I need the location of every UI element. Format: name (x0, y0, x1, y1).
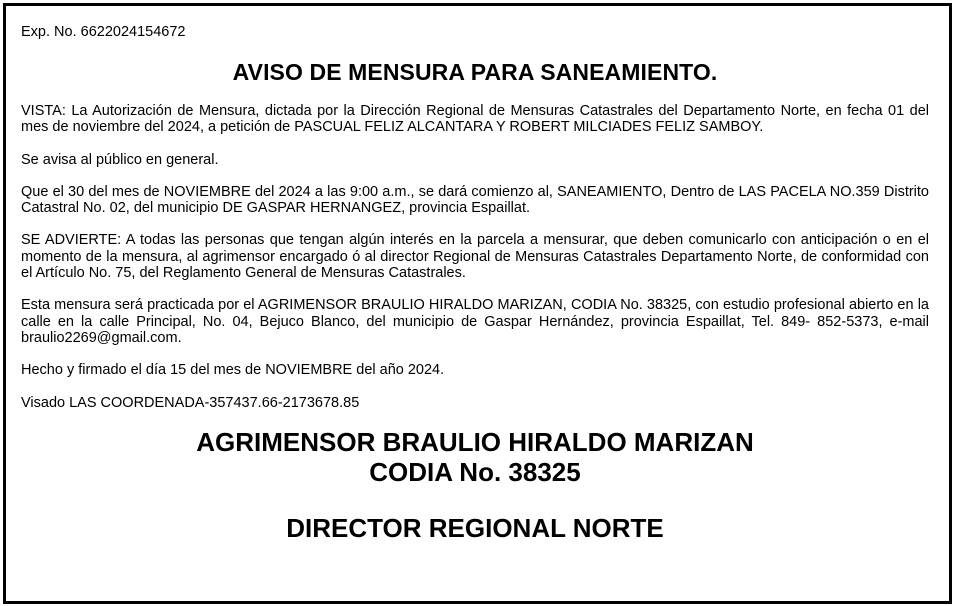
signature-name: AGRIMENSOR BRAULIO HIRALDO MARIZAN (196, 426, 754, 457)
paragraph-vista: VISTA: La Autorización de Mensura, dictada por la Dirección Regional de Mensuras Catastrales del Departamento Norte, en fecha 01 del mes de noviembre del 2024, a petición de PASCUAL FELIZ ALCANTARA Y ROBERT MILCIADES FELIZ SAMBOY. (21, 103, 929, 136)
paragraph-warning: SE ADVIERTE: A todas las personas que tengan algún interés en la parcela a mensurar, que deben comunicarlo con anticipación o en el momento de la mensura, al agrimensor encargado ó al director Regional de Mensuras Catastrales Departamento Norte, de conformidad con el Artículo No. 75, del Reglamento General de Mensuras Catastrales. (21, 232, 929, 282)
paragraph-coordinates: Visado LAS COORDENADA-357437.66-2173678.85 (21, 394, 360, 411)
notice-content (21, 24, 929, 543)
paragraph-signed: Hecho y firmado el día 15 del mes de NOVIEMBRE del año 2024. (21, 362, 445, 379)
paragraph-start-date: Que el 30 del mes de NOVIEMBRE del 2024 a las 9:00 a.m., se dará comienzo al, SANEAMIENTO, Dentro de LAS PACELA NO.359 Distrito Catastral No. 02, del municipio DE GASPAR HERNANGEZ, provincia Espaillat. (21, 183, 929, 217)
notice-frame (3, 3, 952, 604)
paragraph-surveyor: Esta mensura será practicada por el AGRIMENSOR BRAULIO HIRALDO MARIZAN, CODIA No. 38325, con estudio profesional abierto en la calle en la calle Principal, No. 04, Bejuco Blanco, del municipio de Gaspar Hernández, provincia Espaillat, Tel. 849- 852-5373, e-mail braulio2269@gmail.com. (21, 297, 929, 346)
signature-codia: CODIA No. 38325 (369, 456, 581, 487)
notice-title: AVISO DE MENSURA PARA SANEAMIENTO. (232, 59, 718, 85)
signature-director: DIRECTOR REGIONAL NORTE (286, 512, 664, 543)
paragraph-public-notice: Se avisa al público en general. (21, 151, 219, 168)
expedient-number: Exp. No. 6622024154672 (21, 24, 186, 40)
